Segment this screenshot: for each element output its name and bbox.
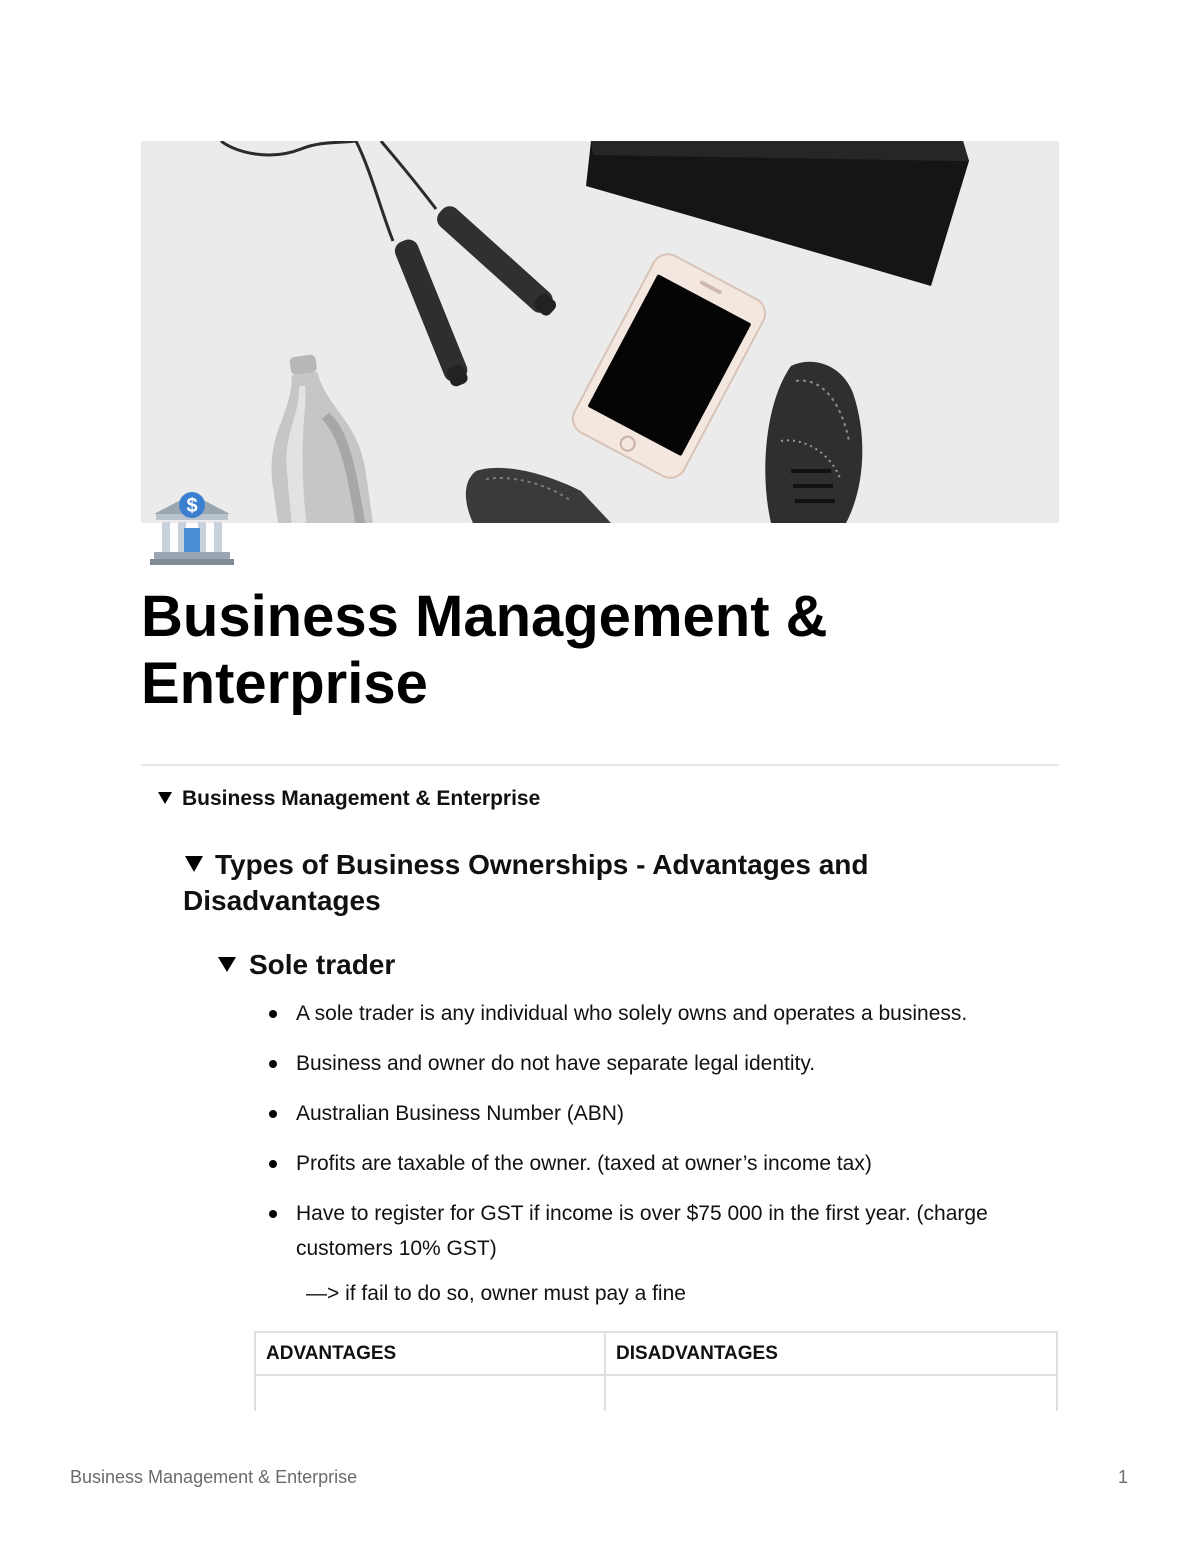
toggle-triangle-icon[interactable] <box>158 792 172 804</box>
bank-icon <box>150 484 234 568</box>
table-header-advantages: ADVANTAGES <box>266 1343 397 1364</box>
footer-title: Business Management & Enterprise <box>70 1467 358 1487</box>
bullet-dot-icon <box>269 1210 277 1218</box>
toggle-types-of-ownership[interactable] <box>183 847 943 919</box>
bullet-list <box>267 996 1067 1281</box>
cover-image <box>141 141 1059 523</box>
list-item: Profits are taxable of the owner. (taxed at owner’s income tax) <box>267 1146 1067 1181</box>
fitness-flatlay-illustration <box>141 141 1059 523</box>
table-border <box>254 1374 1058 1376</box>
table-border <box>604 1331 606 1411</box>
bullet-dot-icon <box>269 1160 277 1168</box>
page-title: Business Management & Enterprise <box>141 584 828 716</box>
list-item: Business and owner do not have separate legal identity. <box>267 1046 1067 1081</box>
table-border <box>1056 1331 1058 1411</box>
table-border <box>254 1331 256 1411</box>
bullet-dot-icon <box>269 1010 277 1018</box>
toggle-label: Types of Business Ownerships - Advantages and Disadvantages <box>183 849 869 916</box>
toggle-sole-trader[interactable] <box>218 948 395 982</box>
bullet-dot-icon <box>269 1110 277 1118</box>
svg-text:$: $ <box>186 495 198 517</box>
list-item: A sole trader is any individual who solely owns and operates a business. <box>267 996 1067 1031</box>
list-item: Australian Business Number (ABN) <box>267 1096 1067 1131</box>
divider <box>141 764 1059 766</box>
advantages-table <box>254 1331 1058 1411</box>
sub-note: —> if fail to do so, owner must pay a fine <box>306 1282 686 1305</box>
toggle-triangle-icon[interactable] <box>185 856 203 872</box>
toggle-label: Sole trader <box>249 949 396 980</box>
list-item: Have to register for GST if income is over $75 000 in the first year. (charge customers 10% GST) <box>267 1196 996 1266</box>
bullet-dot-icon <box>269 1060 277 1068</box>
table-border <box>254 1331 1058 1333</box>
toggle-triangle-icon[interactable] <box>218 957 236 972</box>
table-header-disadvantages: DISADVANTAGES <box>616 1343 778 1364</box>
page-number: 1 <box>1118 1467 1129 1487</box>
toggle-label: Business Management & Enterprise <box>182 787 541 810</box>
toggle-business-management[interactable] <box>158 786 540 812</box>
